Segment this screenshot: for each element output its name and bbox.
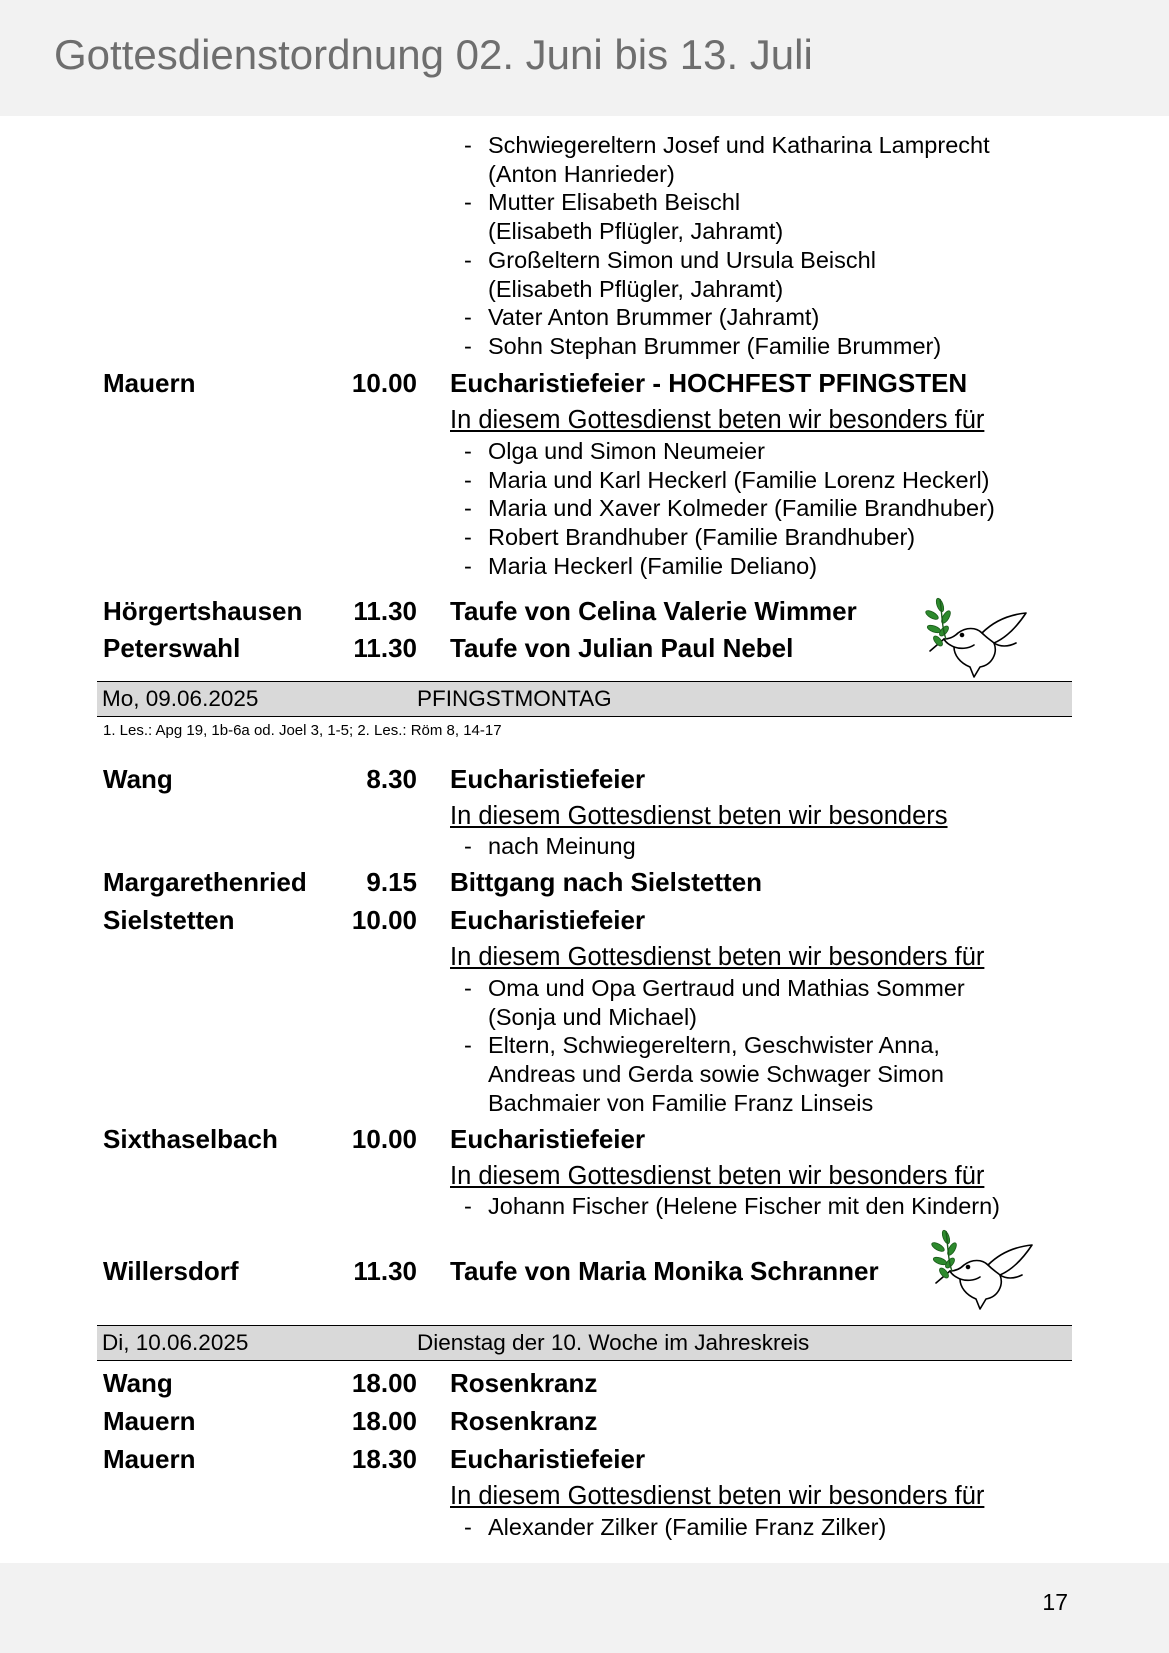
- footer-band: [0, 1563, 1169, 1653]
- service-time: 11.30: [353, 633, 417, 663]
- intention-heading: In diesem Gottesdienst beten wir besonders für: [450, 1482, 985, 1510]
- service-event: Taufe von Celina Valerie Wimmer: [450, 596, 857, 626]
- service-place: Peterswahl: [103, 633, 241, 663]
- intention-heading: In diesem Gottesdienst beten wir besonders für: [450, 943, 985, 971]
- intention-item: - Alexander Zilker (Familie Franz Zilker): [464, 1514, 887, 1540]
- service-time: 18.00: [351, 1368, 417, 1398]
- intention-heading: In diesem Gottesdienst beten wir besonders: [450, 802, 948, 830]
- service-event: Eucharistiefeier: [450, 1124, 646, 1154]
- intention-item: - Maria und Xaver Kolmeder (Familie Brandhuber): [464, 495, 995, 521]
- service-event: Taufe von Maria Monika Schranner: [450, 1256, 879, 1286]
- service-event: Eucharistiefeier: [450, 764, 646, 794]
- service-place: Sielstetten: [103, 905, 235, 935]
- intention-item: - Maria Heckerl (Familie Deliano): [464, 553, 818, 579]
- service-time: 9.15: [366, 867, 417, 897]
- service-event: Taufe von Julian Paul Nebel: [450, 633, 794, 663]
- intention-item: - Großeltern Simon und Ursula Beischl (Elisabeth Pflügler, Jahramt): [464, 247, 876, 302]
- service-place: Mauern: [103, 1406, 196, 1436]
- intention-item: - Johann Fischer (Helene Fischer mit den Kindern): [464, 1193, 1001, 1219]
- intention-item: - Mutter Elisabeth Beischl (Elisabeth Pflügler, Jahramt): [464, 189, 784, 244]
- service-place: Wang: [103, 764, 173, 794]
- service-place: Wang: [103, 1368, 173, 1398]
- intention-item: - Sohn Stephan Brummer (Familie Brummer): [464, 333, 942, 359]
- service-time: 8.30: [366, 764, 417, 794]
- service-event: Rosenkranz: [450, 1368, 598, 1398]
- service-time: 10.00: [351, 368, 417, 398]
- day-name: Dienstag der 10. Woche im Jahreskreis: [417, 1330, 810, 1355]
- dove-with-olive-branch-icon: [926, 1225, 1036, 1315]
- intention-item: - Eltern, Schwiegereltern, Geschwister Anna, Andreas und Gerda sowie Schwager Simon Bachmaier von Familie Franz Linseis: [464, 1032, 944, 1116]
- service-place: Sixthaselbach: [103, 1124, 278, 1154]
- service-time: 18.30: [351, 1444, 417, 1474]
- day-date: Di, 10.06.2025: [102, 1330, 249, 1355]
- service-event: Eucharistiefeier - HOCHFEST PFINGSTEN: [450, 368, 968, 398]
- service-time: 11.30: [353, 596, 417, 626]
- intention-item: - Robert Brandhuber (Familie Brandhuber): [464, 524, 916, 550]
- service-time: 11.30: [353, 1256, 417, 1286]
- service-time: 18.00: [351, 1406, 417, 1436]
- page-title: Gottesdienstordnung 02. Juni bis 13. Juli: [54, 31, 813, 78]
- intention-item: - Oma und Opa Gertraud und Mathias Sommer (Sonja und Michael): [464, 975, 965, 1030]
- service-event: Rosenkranz: [450, 1406, 598, 1436]
- service-time: 10.00: [351, 1124, 417, 1154]
- day-header: [97, 681, 1072, 717]
- service-place: Hörgertshausen: [103, 596, 303, 626]
- service-event: Eucharistiefeier: [450, 905, 646, 935]
- readings: 1. Les.: Apg 19, 1b-6a od. Joel 3, 1-5; 2. Les.: Röm 8, 14-17: [103, 722, 502, 739]
- intention-item: - Maria und Karl Heckerl (Familie Lorenz Heckerl): [464, 467, 990, 493]
- intention-item: - Schwiegereltern Josef und Katharina Lamprecht (Anton Hanrieder): [464, 132, 990, 187]
- page-number: 17: [1042, 1589, 1068, 1615]
- intention-item: - Olga und Simon Neumeier: [464, 438, 765, 464]
- service-place: Margarethenried: [103, 867, 307, 897]
- intention-heading: In diesem Gottesdienst beten wir besonders für: [450, 406, 985, 434]
- service-time: 10.00: [351, 905, 417, 935]
- day-date: Mo, 09.06.2025: [102, 686, 259, 711]
- service-event: Eucharistiefeier: [450, 1444, 646, 1474]
- dove-with-olive-branch-icon: [920, 593, 1030, 683]
- day-name: PFINGSTMONTAG: [417, 686, 612, 711]
- service-place: Mauern: [103, 1444, 196, 1474]
- intention-heading: In diesem Gottesdienst beten wir besonders für: [450, 1162, 985, 1190]
- day-header: [97, 1325, 1072, 1361]
- intention-item: - Vater Anton Brummer (Jahramt): [464, 304, 820, 330]
- intention-item: - nach Meinung: [464, 833, 636, 859]
- service-event: Bittgang nach Sielstetten: [450, 867, 763, 897]
- service-place: Mauern: [103, 368, 196, 398]
- service-place: Willersdorf: [103, 1256, 239, 1286]
